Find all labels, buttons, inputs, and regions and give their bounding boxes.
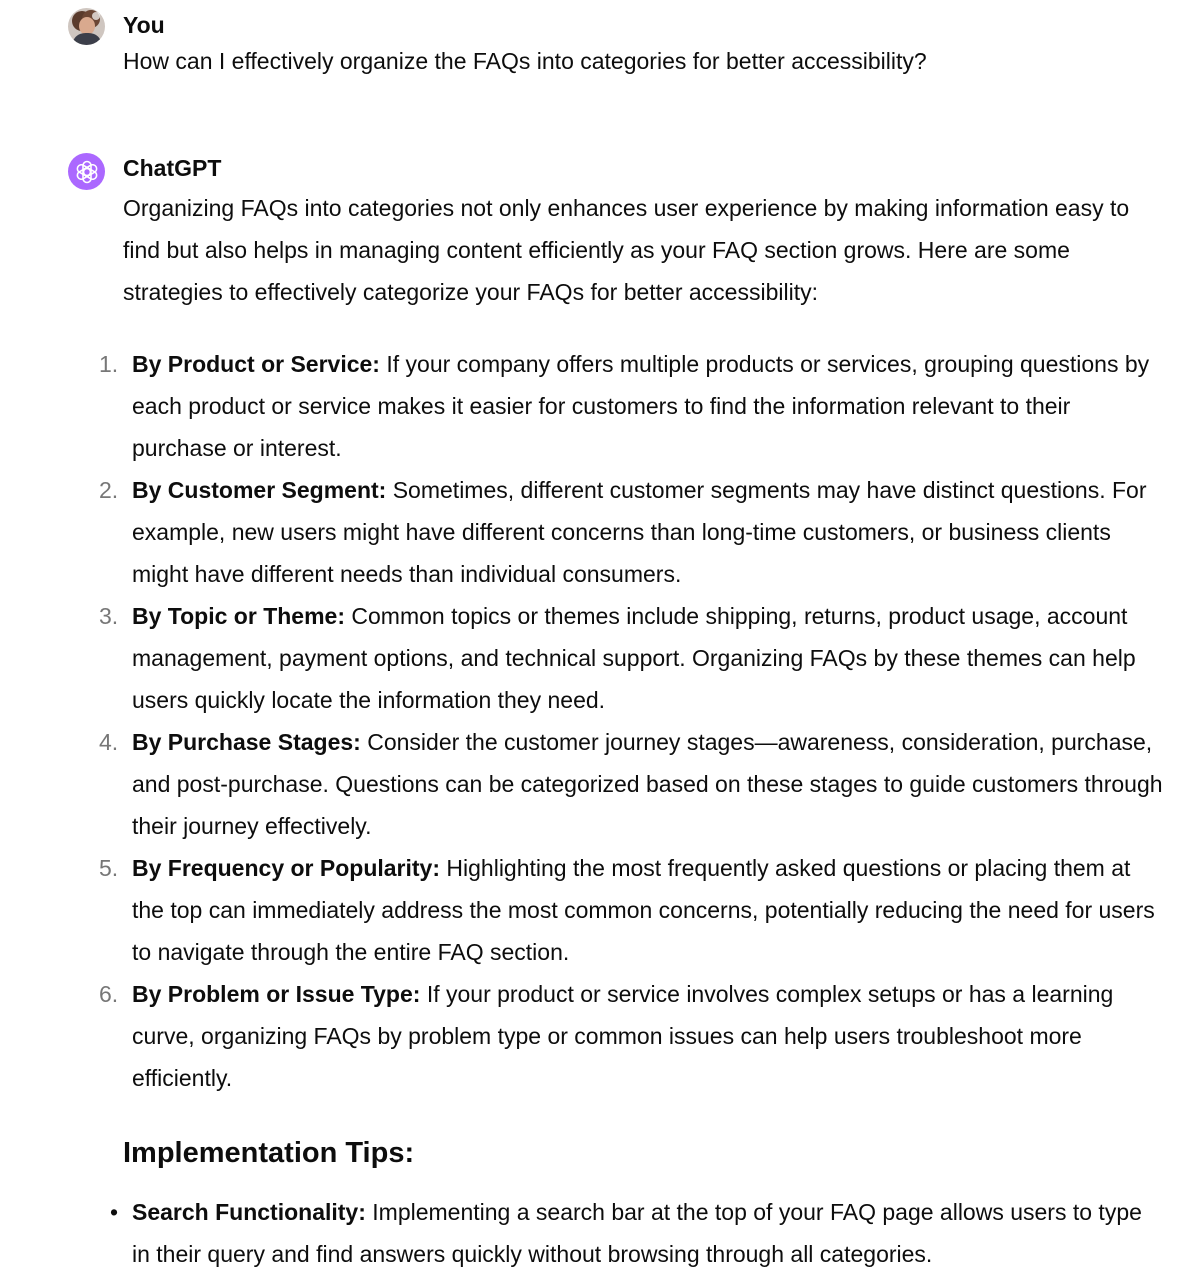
list-number: 2.: [99, 477, 119, 503]
list-item: [99, 721, 1163, 847]
user-avatar: [68, 8, 105, 45]
list-item: [99, 343, 1163, 469]
list-number: 6.: [99, 981, 119, 1007]
list-item-text: Highlighting the most frequently asked questions or placing them at the top can immediately address the most common concerns, potentially reducing the need for users to navigate through the entire FAQ section.: [132, 855, 1155, 965]
list-number: 5.: [99, 855, 119, 881]
list-item-title: By Product or Service:: [132, 351, 380, 377]
bullet-icon: •: [110, 1199, 119, 1225]
list-item-text: Common topics or themes include shipping, returns, product usage, account management, payment options, and technical support. Organizing FAQs by these themes can help users quickly locate the information they need.: [132, 603, 1136, 713]
list-item: [99, 469, 1163, 595]
strategy-list: [99, 343, 1163, 1099]
list-number: 1.: [99, 351, 119, 377]
user-author-name: You: [123, 12, 165, 38]
assistant-message-body: [99, 187, 1163, 1275]
openai-logo-icon: [68, 153, 105, 190]
list-item-title: By Frequency or Popularity:: [132, 855, 441, 881]
intro-paragraph: Organizing FAQs into categories not only enhances user experience by making information easy to find but also helps in managing content efficiently as your FAQ section grows. Here are some strategies to effectively categorize your FAQs for better accessibility:: [123, 195, 1130, 305]
list-item: [110, 1191, 1163, 1275]
user-message-text: How can I effectively organize the FAQs into categories for better accessibility?: [123, 48, 927, 74]
list-item: [99, 847, 1163, 973]
list-item-text: Sometimes, different customer segments may have distinct questions. For example, new users might have different concerns than long-time customers, or business clients might have different needs than individual consumers.: [132, 477, 1147, 587]
list-number: 4.: [99, 729, 119, 755]
tips-list: [110, 1191, 1163, 1275]
list-number: 3.: [99, 603, 119, 629]
list-item: [99, 973, 1163, 1099]
list-item-title: By Topic or Theme:: [132, 603, 345, 629]
list-item: [99, 595, 1163, 721]
list-item-text: If your company offers multiple products or services, grouping questions by each product or service makes it easier for customers to find the information relevant to their purchase or interest.: [132, 351, 1150, 461]
list-item-text: Consider the customer journey stages—awareness, consideration, purchase, and post-purchase. Questions can be categorized based on these stages to guide customers through their journey effectively.: [132, 729, 1163, 839]
list-item-text: If your product or service involves complex setups or has a learning curve, organizing FAQs by problem type or common issues can help users troubleshoot more efficiently.: [132, 981, 1114, 1091]
list-item-title: By Problem or Issue Type:: [132, 981, 421, 1007]
tips-heading: Implementation Tips:: [123, 1137, 415, 1169]
list-item-title: By Customer Segment:: [132, 477, 387, 503]
list-item-title: By Purchase Stages:: [132, 729, 361, 755]
tip-title: Search Functionality:: [132, 1199, 366, 1225]
tip-text: Implementing a search bar at the top of your FAQ page allows users to type in their query and find answers quickly without browsing through all categories.: [132, 1199, 1142, 1267]
assistant-author-name: ChatGPT: [123, 155, 222, 181]
